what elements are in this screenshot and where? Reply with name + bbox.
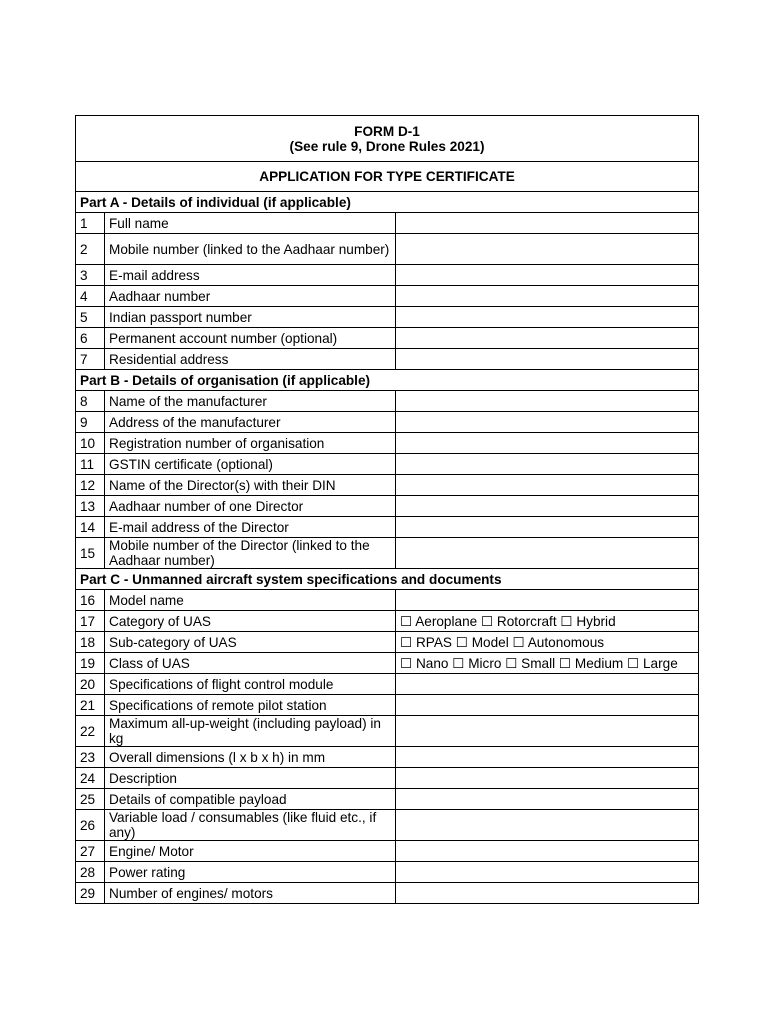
row-value-field[interactable]	[396, 328, 699, 349]
row-value-field[interactable]	[396, 412, 699, 433]
row-label: Maximum all-up-weight (including payload) in kg	[105, 716, 396, 747]
row-value-field[interactable]: ☐ Nano ☐ Micro ☐ Small ☐ Medium ☐ Large	[396, 653, 699, 674]
part-c-header: Part C - Unmanned aircraft system specifications and documents	[76, 569, 699, 590]
row-number: 21	[76, 695, 105, 716]
row-number: 8	[76, 391, 105, 412]
row-number: 7	[76, 349, 105, 370]
row-label: Name of the Director(s) with their DIN	[105, 475, 396, 496]
row-value-field[interactable]	[396, 538, 699, 569]
row-number: 27	[76, 841, 105, 862]
row-label: Description	[105, 768, 396, 789]
form-title: FORM D-1	[354, 123, 420, 139]
form-subtitle: (See rule 9, Drone Rules 2021)	[289, 138, 485, 154]
row-number: 13	[76, 496, 105, 517]
row-label: Aadhaar number	[105, 286, 396, 307]
row-label: Model name	[105, 590, 396, 611]
row-number: 3	[76, 265, 105, 286]
row-number: 4	[76, 286, 105, 307]
form-row	[76, 883, 699, 904]
row-value-field[interactable]	[396, 454, 699, 475]
row-value-field[interactable]: ☐ Aeroplane ☐ Rotorcraft ☐ Hybrid	[396, 611, 699, 632]
row-label: Power rating	[105, 862, 396, 883]
form-row	[76, 265, 699, 286]
row-label: E-mail address	[105, 265, 396, 286]
form-row	[76, 234, 699, 265]
row-value-field[interactable]	[396, 475, 699, 496]
row-number: 2	[76, 234, 105, 265]
part-b-header: Part B - Details of organisation (if applicable)	[76, 370, 699, 391]
form-row	[76, 454, 699, 475]
row-value-field[interactable]	[396, 716, 699, 747]
row-value-field[interactable]	[396, 496, 699, 517]
form-row	[76, 496, 699, 517]
row-value-field[interactable]	[396, 349, 699, 370]
row-value-field[interactable]	[396, 789, 699, 810]
form-row	[76, 517, 699, 538]
form-row	[76, 307, 699, 328]
row-value-field[interactable]	[396, 391, 699, 412]
row-value-field[interactable]	[396, 841, 699, 862]
row-number: 18	[76, 632, 105, 653]
row-number: 29	[76, 883, 105, 904]
row-value-field[interactable]	[396, 810, 699, 841]
form-row	[76, 412, 699, 433]
row-number: 1	[76, 213, 105, 234]
row-number: 26	[76, 810, 105, 841]
row-number: 14	[76, 517, 105, 538]
row-value-field[interactable]	[396, 433, 699, 454]
row-label: Number of engines/ motors	[105, 883, 396, 904]
row-label: Overall dimensions (l x b x h) in mm	[105, 747, 396, 768]
row-label: Full name	[105, 213, 396, 234]
form-row	[76, 590, 699, 611]
row-value-field[interactable]	[396, 286, 699, 307]
form-row	[76, 611, 699, 632]
row-value-field[interactable]	[396, 768, 699, 789]
row-value-field[interactable]	[396, 234, 699, 265]
form-row	[76, 789, 699, 810]
row-number: 12	[76, 475, 105, 496]
part-a-header: Part A - Details of individual (if applicable)	[76, 192, 699, 213]
part-b-header-row	[76, 370, 699, 391]
row-label: GSTIN certificate (optional)	[105, 454, 396, 475]
row-number: 10	[76, 433, 105, 454]
form-row	[76, 674, 699, 695]
row-label: Aadhaar number of one Director	[105, 496, 396, 517]
row-label: Residential address	[105, 349, 396, 370]
row-number: 20	[76, 674, 105, 695]
row-value-field[interactable]	[396, 265, 699, 286]
row-value-field[interactable]: ☐ RPAS ☐ Model ☐ Autonomous	[396, 632, 699, 653]
row-value-field[interactable]	[396, 862, 699, 883]
part-c-header-row	[76, 569, 699, 590]
form-row	[76, 286, 699, 307]
row-label: Permanent account number (optional)	[105, 328, 396, 349]
row-number: 24	[76, 768, 105, 789]
form-row	[76, 810, 699, 841]
form-row	[76, 653, 699, 674]
row-number: 9	[76, 412, 105, 433]
form-row	[76, 433, 699, 454]
row-number: 19	[76, 653, 105, 674]
row-value-field[interactable]	[396, 307, 699, 328]
row-value-field[interactable]	[396, 747, 699, 768]
row-value-field[interactable]	[396, 213, 699, 234]
row-value-field[interactable]	[396, 590, 699, 611]
row-label: Class of UAS	[105, 653, 396, 674]
row-number: 17	[76, 611, 105, 632]
form-row	[76, 213, 699, 234]
part-a-header-row	[76, 192, 699, 213]
row-number: 25	[76, 789, 105, 810]
row-number: 11	[76, 454, 105, 475]
row-value-field[interactable]	[396, 674, 699, 695]
row-number: 5	[76, 307, 105, 328]
row-label: Engine/ Motor	[105, 841, 396, 862]
row-number: 6	[76, 328, 105, 349]
row-value-field[interactable]	[396, 883, 699, 904]
row-label: Variable load / consumables (like fluid etc., if any)	[105, 810, 396, 841]
row-label: Specifications of flight control module	[105, 674, 396, 695]
form-row	[76, 747, 699, 768]
form-row	[76, 328, 699, 349]
form-title-cell	[76, 116, 699, 162]
form-heading-row	[76, 162, 699, 192]
form-row	[76, 632, 699, 653]
form-row	[76, 841, 699, 862]
form-row	[76, 391, 699, 412]
row-label: Mobile number of the Director (linked to the Aadhaar number)	[105, 538, 396, 569]
row-label: Specifications of remote pilot station	[105, 695, 396, 716]
row-label: Name of the manufacturer	[105, 391, 396, 412]
row-label: Sub-category of UAS	[105, 632, 396, 653]
row-label: Registration number of organisation	[105, 433, 396, 454]
form-title-row	[76, 116, 699, 162]
form-row	[76, 862, 699, 883]
form-row	[76, 768, 699, 789]
row-value-field[interactable]	[396, 695, 699, 716]
row-label: Details of compatible payload	[105, 789, 396, 810]
row-label: Mobile number (linked to the Aadhaar number)	[105, 234, 396, 265]
row-number: 15	[76, 538, 105, 569]
form-row	[76, 695, 699, 716]
row-label: Indian passport number	[105, 307, 396, 328]
row-number: 16	[76, 590, 105, 611]
form-row	[76, 475, 699, 496]
row-value-field[interactable]	[396, 517, 699, 538]
row-label: E-mail address of the Director	[105, 517, 396, 538]
row-number: 22	[76, 716, 105, 747]
row-label: Category of UAS	[105, 611, 396, 632]
form-d1-table	[75, 115, 699, 904]
form-row	[76, 349, 699, 370]
form-heading: APPLICATION FOR TYPE CERTIFICATE	[76, 162, 699, 192]
row-number: 23	[76, 747, 105, 768]
form-row	[76, 716, 699, 747]
form-row	[76, 538, 699, 569]
row-number: 28	[76, 862, 105, 883]
row-label: Address of the manufacturer	[105, 412, 396, 433]
